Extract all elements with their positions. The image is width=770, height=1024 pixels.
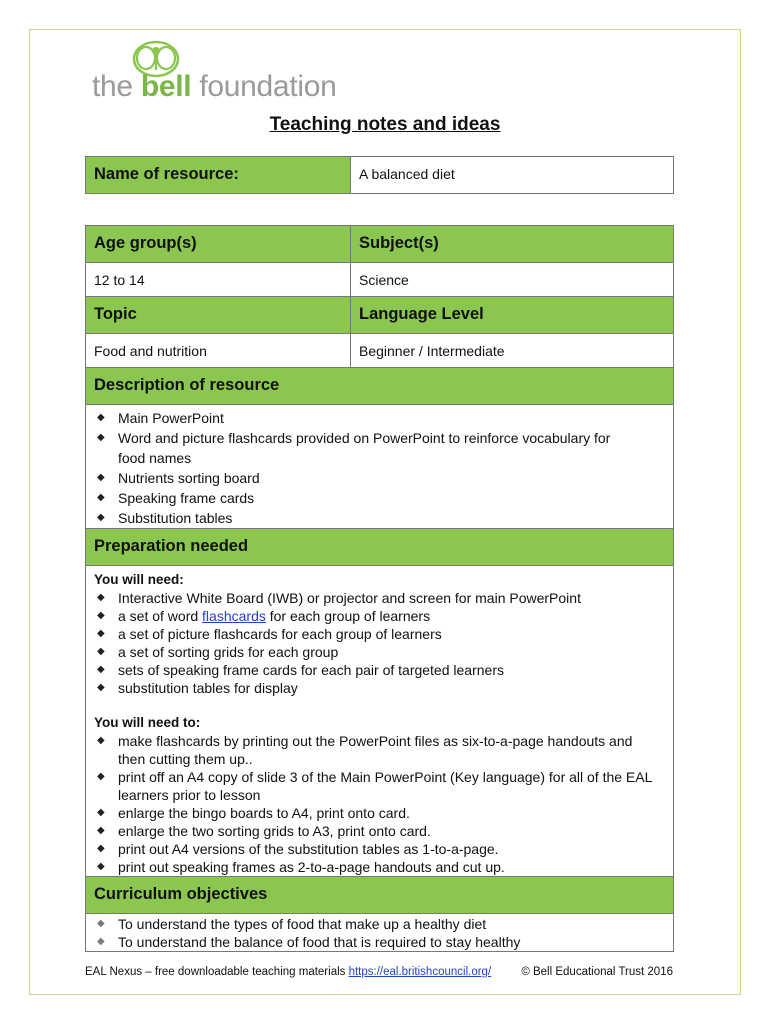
page-footer [85,966,673,978]
list-item: ◆ print out speaking frames as 2-to-a-page handouts and cut up. [94,858,665,876]
topic-label: Topic [86,297,351,334]
list-item: ◆ Nutrients sorting board [94,468,665,488]
list-item: ◆ Main PowerPoint [94,408,665,428]
list-item: ◆ enlarge the two sorting grids to A3, print onto card. [94,822,665,840]
preparation-cell [86,566,674,877]
description-list [94,408,665,528]
resource-details-table [85,225,674,952]
footer-url-link[interactable]: https://eal.britishcouncil.org/ [348,966,492,978]
age-group-label: Age group(s) [86,226,351,263]
language-level-value: Beginner / Intermediate [351,334,674,368]
bell-foundation-logo [92,40,337,103]
list-item: ◆ a set of sorting grids for each group [94,643,665,661]
description-label: Description of resource [86,368,674,405]
list-item: ◆ Speaking frame cards [94,488,665,508]
list-item: ◆ Word and picture flashcards provided on PowerPoint to reinforce vocabulary for food names [94,428,665,468]
spacer [94,697,665,714]
flashcards-text-after: for each group of learners [265,608,431,624]
language-level-label: Language Level [351,297,674,334]
you-will-need-heading: You will need: [94,572,184,587]
flashcards-text-before: a set of word [118,608,203,624]
list-item: ◆ print out A4 versions of the substitution tables as 1-to-a-page. [94,840,665,858]
list-item: ◆ substitution tables for display [94,679,665,697]
you-will-need-to-list [94,732,665,876]
logo-brand: bell [140,70,192,103]
preparation-label: Preparation needed [86,529,674,566]
page-title: Teaching notes and ideas [269,114,501,135]
footer-text: EAL Nexus – free downloadable teaching materials [85,966,349,978]
footer-copyright: © Bell Educational Trust 2016 [521,966,673,978]
flashcards-link[interactable]: flashcards [202,608,266,624]
you-will-need-list [94,589,665,697]
logo-prefix: the [92,70,141,103]
logo-suffix: foundation [191,70,337,103]
curriculum-label: Curriculum objectives [86,877,674,914]
curriculum-cell [86,914,674,952]
list-item: ◆ print off an A4 copy of slide 3 of the Main PowerPoint (Key language) for all of the EAL learners prior to lesson [94,768,665,804]
list-item: ◆ Substitution tables [94,508,665,528]
you-will-need-to-heading: You will need to: [94,715,201,730]
list-item: ◆ To understand the balance of food that is required to stay healthy [94,933,665,951]
subject-label: Subject(s) [351,226,674,263]
description-cell [86,405,674,529]
list-item: ◆ Interactive White Board (IWB) or projector and screen for main PowerPoint [94,589,665,607]
list-item: ◆ enlarge the bingo boards to A4, print onto card. [94,804,665,822]
resource-name-table [85,156,674,194]
resource-name-label: Name of resource: [86,157,351,194]
list-item [94,607,665,625]
topic-value: Food and nutrition [86,334,351,368]
curriculum-list [94,915,665,951]
list-item: ◆ make flashcards by printing out the PowerPoint files as six-to-a-page handouts and then cutting them up.. [94,732,665,768]
list-item: ◆ a set of picture flashcards for each group of learners [94,625,665,643]
age-group-value: 12 to 14 [86,263,351,297]
subject-value: Science [351,263,674,297]
list-item: ◆ To understand the types of food that make up a healthy diet [94,915,665,933]
logo-wordmark [92,70,337,104]
resource-name-value: A balanced diet [351,157,674,194]
list-item: ◆ sets of speaking frame cards for each pair of targeted learners [94,661,665,679]
